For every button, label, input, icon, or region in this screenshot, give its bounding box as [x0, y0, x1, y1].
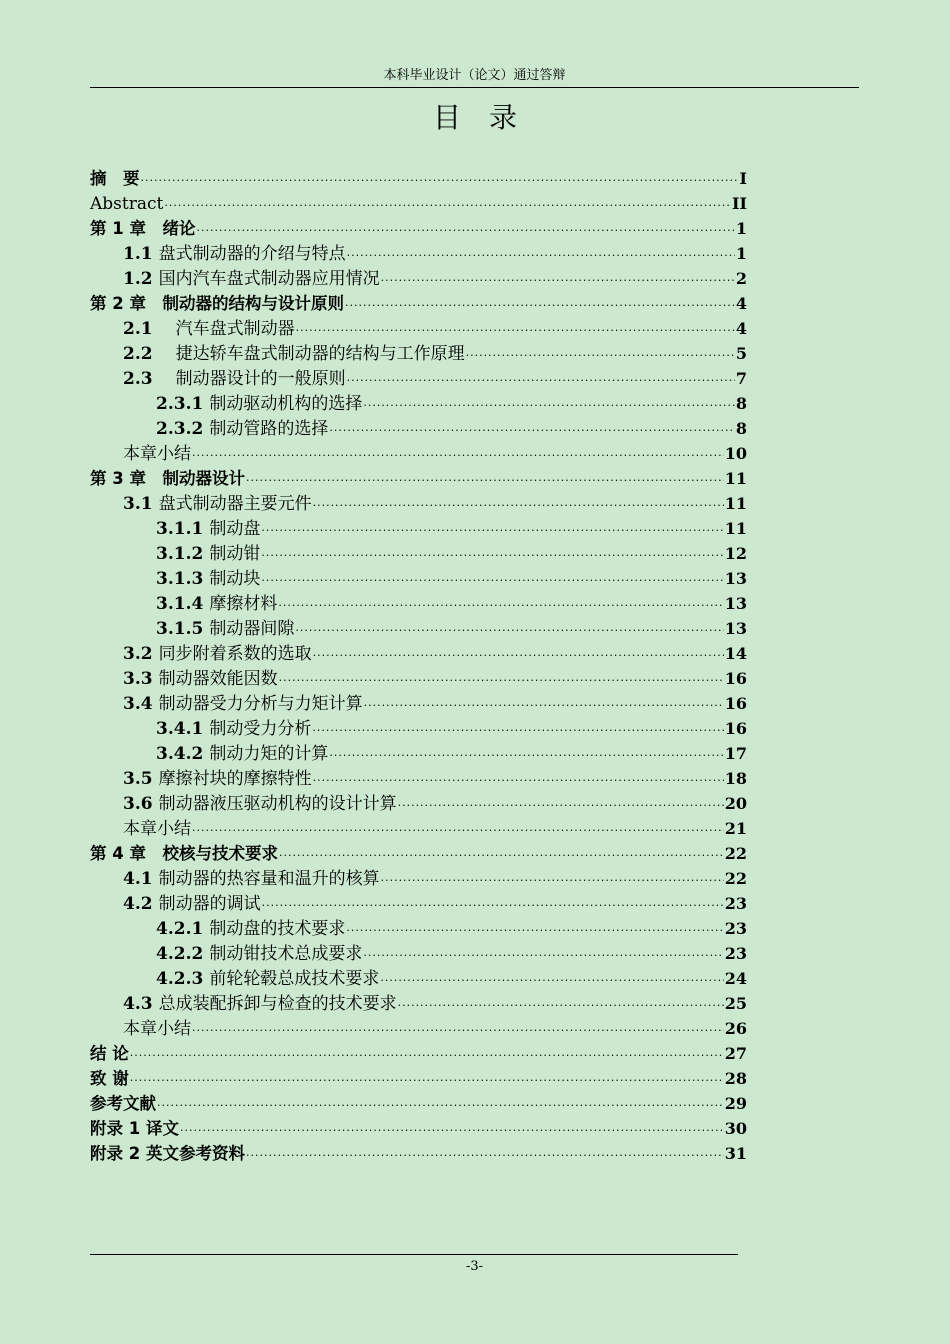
toc-entry-number: 3.6 — [123, 794, 153, 814]
toc-entry-number: 4.2.3 — [156, 969, 204, 989]
toc-entry-page: 13 — [724, 569, 747, 588]
toc-leader-dots — [296, 318, 735, 343]
page-number: -3- — [465, 1259, 484, 1274]
toc-entry-number: 4.1 — [123, 869, 153, 889]
toc-entry[interactable] — [90, 641, 747, 666]
toc-entry-number: 3.1.3 — [156, 569, 204, 589]
toc-leader-dots — [313, 493, 724, 518]
toc-leader-dots — [381, 268, 735, 293]
toc-entry-label: 盘式制动器的介绍与特点 — [158, 244, 346, 264]
toc-entry-page: 13 — [724, 619, 747, 638]
toc-leader-dots — [364, 693, 724, 718]
toc-entry-number: 3.4 — [123, 694, 153, 714]
toc-entry-label: 总成装配拆卸与检查的技术要求 — [158, 994, 397, 1014]
toc-leader-dots — [246, 468, 724, 493]
toc-entry[interactable] — [90, 516, 747, 541]
toc-entry[interactable] — [90, 191, 747, 216]
toc-entry-page: 12 — [724, 544, 747, 563]
toc-entry-label: 制动钳技术总成要求 — [209, 944, 363, 964]
toc-entry-label: 附录 2 英文参考资料 — [90, 1144, 245, 1163]
toc-leader-dots — [261, 568, 723, 593]
toc-leader-dots — [196, 218, 734, 243]
toc-entry[interactable] — [90, 916, 747, 941]
toc-entry-page: 31 — [724, 1144, 747, 1163]
table-of-contents — [90, 166, 747, 1166]
toc-entry-page: 16 — [724, 694, 747, 713]
toc-entry-number: 2.1 — [123, 319, 153, 339]
toc-leader-dots — [347, 243, 735, 268]
toc-leader-dots — [363, 393, 735, 418]
toc-entry-label: 国内汽车盘式制动器应用情况 — [158, 269, 380, 289]
toc-entry-page: 27 — [724, 1044, 747, 1063]
toc-entry-page: 4 — [735, 294, 747, 313]
toc-leader-dots — [313, 643, 724, 668]
toc-leader-dots — [398, 793, 724, 818]
toc-entry[interactable] — [90, 466, 747, 491]
page-header: 本科毕业设计（论文）通过答辩 — [90, 66, 859, 88]
toc-leader-dots — [345, 293, 735, 318]
toc-entry-label: 制动块 — [209, 569, 261, 589]
toc-entry-number: 3.1.2 — [156, 544, 204, 564]
toc-entry-label: 制动驱动机构的选择 — [209, 394, 363, 414]
toc-entry-label: 制动力矩的计算 — [209, 744, 329, 764]
toc-entry-number: 3.1.5 — [156, 619, 204, 639]
toc-leader-dots — [295, 618, 723, 643]
toc-entry-page: 8 — [735, 419, 747, 438]
toc-entry-label: 附录 1 译文 — [90, 1119, 179, 1138]
toc-entry[interactable] — [90, 966, 747, 991]
toc-leader-dots — [279, 668, 724, 693]
toc-leader-dots — [381, 868, 724, 893]
toc-entry-number: 1.2 — [123, 269, 153, 289]
toc-entry-page: 16 — [724, 719, 747, 738]
toc-entry-number: 3.2 — [123, 644, 153, 664]
toc-entry-page: 17 — [724, 744, 747, 763]
toc-entry[interactable] — [90, 891, 747, 916]
toc-entry-number: 2.3 — [123, 369, 153, 389]
toc-entry[interactable] — [90, 816, 747, 841]
toc-entry-label: 同步附着系数的选取 — [158, 644, 312, 664]
toc-leader-dots — [278, 593, 723, 618]
toc-entry-page: 22 — [724, 869, 747, 888]
toc-entry[interactable] — [90, 691, 747, 716]
toc-entry-label: 摩擦材料 — [209, 594, 278, 614]
toc-leader-dots — [130, 1068, 724, 1093]
toc-entry-page: 11 — [724, 494, 747, 513]
toc-entry-label: 制动器效能因数 — [158, 669, 278, 689]
toc-entry-number: 3.1.1 — [156, 519, 204, 539]
toc-leader-dots — [246, 1143, 724, 1168]
toc-entry-number: 3.5 — [123, 769, 153, 789]
toc-entry-page: 8 — [735, 394, 747, 413]
toc-leader-dots — [363, 943, 723, 968]
toc-leader-dots — [130, 1043, 724, 1068]
toc-entry-label: Abstract — [90, 194, 164, 214]
toc-entry-page: 23 — [724, 919, 747, 938]
toc-entry-page: 2 — [735, 269, 747, 288]
toc-entry-number: 3.3 — [123, 669, 153, 689]
toc-entry[interactable] — [90, 866, 747, 891]
toc-entry-page: 11 — [724, 519, 747, 538]
toc-entry[interactable] — [90, 541, 747, 566]
toc-entry-label: 摘 要 — [90, 169, 140, 188]
toc-entry[interactable] — [90, 716, 747, 741]
toc-entry[interactable] — [90, 341, 747, 366]
toc-entry-page: 23 — [724, 894, 747, 913]
toc-leader-dots — [329, 418, 735, 443]
toc-entry-label: 致 谢 — [90, 1069, 129, 1088]
toc-entry[interactable] — [90, 741, 747, 766]
toc-entry-page: 18 — [724, 769, 747, 788]
toc-entry[interactable] — [90, 491, 747, 516]
toc-leader-dots — [164, 193, 731, 218]
toc-entry[interactable] — [90, 266, 747, 291]
toc-entry-label: 制动盘 — [209, 519, 261, 539]
page-title: 目录 — [432, 101, 545, 134]
toc-entry-label: 捷达轿车盘式制动器的结构与工作原理 — [158, 344, 465, 364]
toc-entry-page: 11 — [724, 469, 747, 488]
toc-entry[interactable] — [90, 616, 747, 641]
toc-entry-label: 第 2 章 制动器的结构与设计原则 — [90, 294, 344, 313]
toc-entry-number: 3.1.4 — [156, 594, 204, 614]
toc-entry[interactable] — [90, 791, 747, 816]
toc-entry-label: 前轮轮毂总成技术要求 — [209, 969, 380, 989]
toc-entry[interactable] — [90, 416, 747, 441]
toc-leader-dots — [279, 843, 724, 868]
toc-entry[interactable] — [90, 566, 747, 591]
toc-leader-dots — [466, 343, 735, 368]
toc-entry-label: 制动管路的选择 — [209, 419, 329, 439]
toc-entry-label: 制动器间隙 — [209, 619, 295, 639]
toc-entry-page: 20 — [724, 794, 747, 813]
toc-entry-page: 24 — [724, 969, 747, 988]
toc-entry[interactable] — [90, 166, 747, 191]
toc-leader-dots — [262, 893, 724, 918]
toc-entry[interactable] — [90, 766, 747, 791]
toc-entry-number: 4.3 — [123, 994, 153, 1014]
toc-entry-page: 10 — [724, 444, 747, 463]
toc-entry-label: 结 论 — [90, 1044, 129, 1063]
toc-entry-number: 3.4.1 — [156, 719, 204, 739]
toc-leader-dots — [380, 968, 723, 993]
toc-leader-dots — [192, 818, 724, 843]
toc-entry-label: 第 1 章 绪论 — [90, 219, 196, 238]
toc-leader-dots — [261, 543, 723, 568]
toc-entry-page: 30 — [724, 1119, 747, 1138]
toc-leader-dots — [329, 743, 723, 768]
toc-entry-page: 13 — [724, 594, 747, 613]
toc-entry-label: 汽车盘式制动器 — [158, 319, 295, 339]
toc-entry-page: 25 — [724, 994, 747, 1013]
toc-entry-label: 参考文献 — [90, 1094, 156, 1113]
toc-entry-label: 盘式制动器主要元件 — [158, 494, 312, 514]
toc-entry[interactable] — [90, 991, 747, 1016]
toc-entry-number: 3.1 — [123, 494, 153, 514]
toc-entry[interactable] — [90, 241, 747, 266]
toc-entry[interactable] — [90, 1141, 747, 1166]
toc-entry-label: 摩擦衬块的摩擦特性 — [158, 769, 312, 789]
toc-leader-dots — [347, 368, 735, 393]
toc-entry[interactable] — [90, 366, 747, 391]
toc-leader-dots — [180, 1118, 724, 1143]
toc-leader-dots — [312, 718, 723, 743]
toc-entry-label: 制动钳 — [209, 544, 261, 564]
toc-entry-page: 4 — [735, 319, 747, 338]
toc-entry-page: 14 — [724, 644, 747, 663]
toc-entry-number: 2.3.2 — [156, 419, 204, 439]
toc-entry-page: 16 — [724, 669, 747, 688]
toc-entry-label: 制动器受力分析与力矩计算 — [158, 694, 363, 714]
toc-entry[interactable] — [90, 941, 747, 966]
toc-leader-dots — [192, 1018, 724, 1043]
toc-entry[interactable] — [90, 1016, 747, 1041]
toc-entry[interactable] — [90, 591, 747, 616]
toc-entry-page: 29 — [724, 1094, 747, 1113]
toc-entry-page: II — [732, 194, 747, 213]
toc-entry-page: 1 — [735, 219, 747, 238]
toc-entry-label: 制动受力分析 — [209, 719, 312, 739]
toc-entry-page: 28 — [724, 1069, 747, 1088]
toc-leader-dots — [398, 993, 724, 1018]
toc-entry[interactable] — [90, 391, 747, 416]
toc-entry-number: 4.2.1 — [156, 919, 204, 939]
toc-entry[interactable] — [90, 316, 747, 341]
toc-entry[interactable] — [90, 216, 747, 241]
toc-leader-dots — [157, 1093, 724, 1118]
toc-entry-number: 4.2 — [123, 894, 153, 914]
toc-entry-page: 26 — [724, 1019, 747, 1038]
toc-entry-label: 本章小结 — [123, 819, 191, 839]
toc-entry-label: 制动器的热容量和温升的核算 — [158, 869, 380, 889]
toc-leader-dots — [346, 918, 723, 943]
toc-entry-label: 第 4 章 校核与技术要求 — [90, 844, 278, 863]
toc-entry-number: 4.2.2 — [156, 944, 204, 964]
toc-entry-label: 第 3 章 制动器设计 — [90, 469, 245, 488]
toc-entry-label: 制动器液压驱动机构的设计计算 — [158, 794, 397, 814]
toc-leader-dots — [141, 168, 739, 193]
toc-entry-page: 7 — [735, 369, 747, 388]
toc-entry[interactable] — [90, 441, 747, 466]
toc-entry-page: 1 — [735, 244, 747, 263]
toc-entry[interactable] — [90, 1041, 747, 1066]
toc-entry-number: 2.3.1 — [156, 394, 204, 414]
toc-entry-label: 制动盘的技术要求 — [209, 919, 346, 939]
toc-entry-number: 2.2 — [123, 344, 153, 364]
toc-entry[interactable] — [90, 1091, 747, 1116]
toc-entry[interactable] — [90, 1066, 747, 1091]
toc-leader-dots — [313, 768, 724, 793]
toc-entry-label: 本章小结 — [123, 1019, 191, 1039]
toc-entry-page: 22 — [724, 844, 747, 863]
toc-entry[interactable] — [90, 841, 747, 866]
toc-entry[interactable] — [90, 666, 747, 691]
toc-leader-dots — [261, 518, 723, 543]
toc-entry-label: 本章小结 — [123, 444, 191, 464]
toc-entry[interactable] — [90, 291, 747, 316]
toc-entry-page: 5 — [735, 344, 747, 363]
toc-leader-dots — [192, 443, 724, 468]
toc-entry-number: 3.4.2 — [156, 744, 204, 764]
toc-entry-page: 21 — [724, 819, 747, 838]
footer-divider — [90, 1254, 738, 1255]
toc-entry[interactable] — [90, 1116, 747, 1141]
toc-entry-label: 制动器的调试 — [158, 894, 261, 914]
toc-entry-number: 1.1 — [123, 244, 153, 264]
toc-entry-page: 23 — [724, 944, 747, 963]
toc-entry-page: I — [739, 169, 747, 188]
toc-entry-label: 制动器设计的一般原则 — [158, 369, 346, 389]
